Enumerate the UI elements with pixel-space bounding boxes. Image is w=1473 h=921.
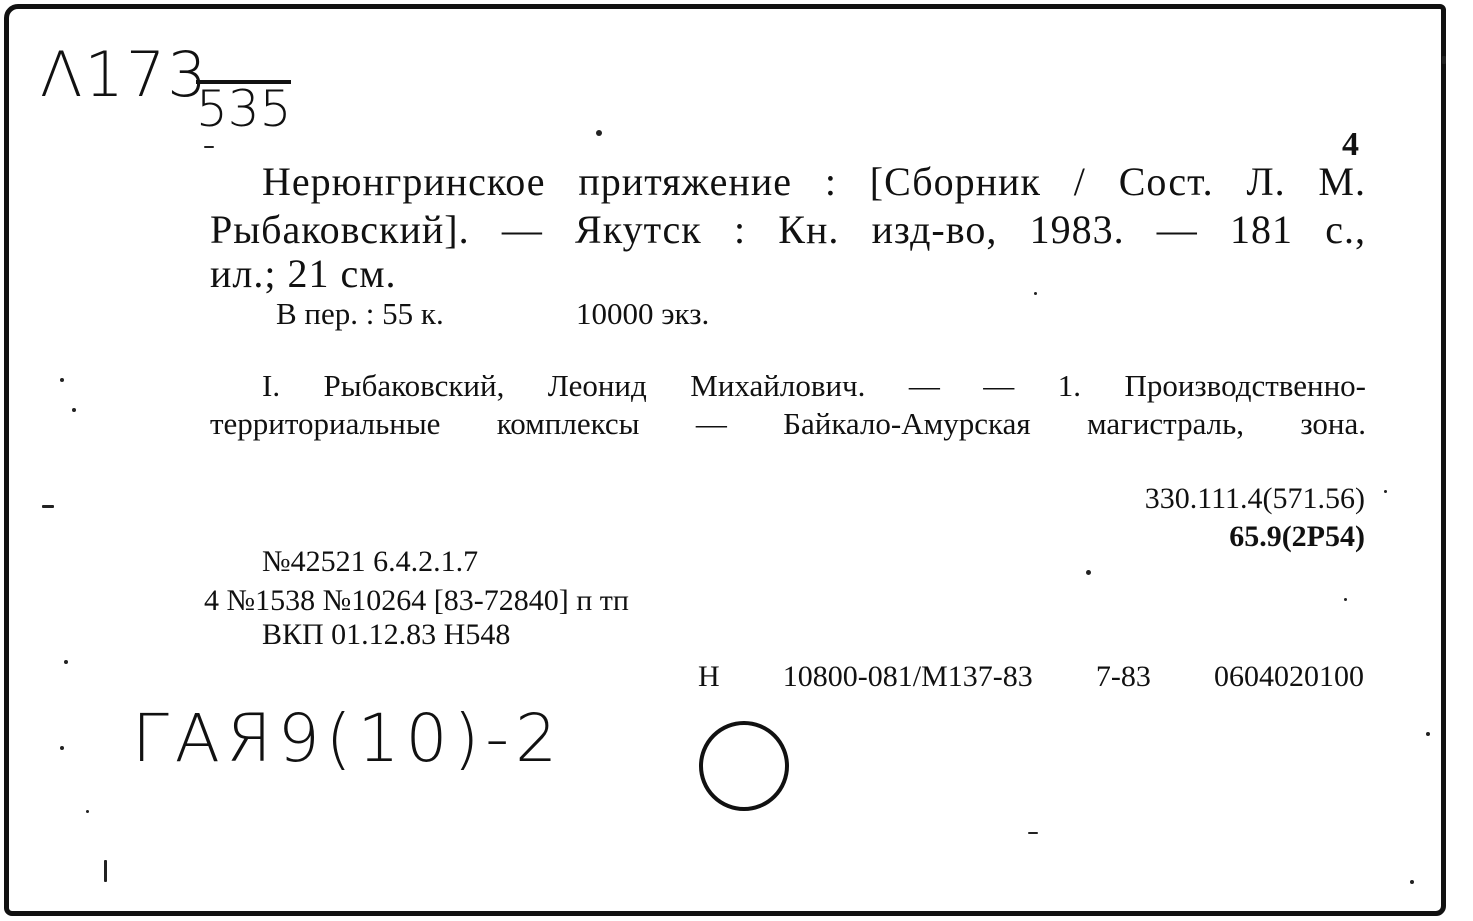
paper-speck <box>72 408 76 412</box>
paper-speck <box>596 130 602 136</box>
registry-line-3: ВКП 01.12.83 Н548 <box>262 618 511 651</box>
copies-line: 10000 экз. <box>576 296 710 331</box>
handwritten-shelf-mark: Λ173 <box>40 38 209 111</box>
handwritten-shelf-mark-sub: 535 <box>196 80 292 138</box>
paper-speck <box>104 860 107 882</box>
paper-speck <box>60 378 64 382</box>
corner-number: 4 <box>1342 126 1359 163</box>
paper-speck <box>1384 490 1387 493</box>
paper-speck <box>1442 56 1446 64</box>
paper-speck <box>86 810 89 813</box>
paper-speck <box>1086 570 1091 575</box>
subject-line-2: территориальные комплексы — Байкало-Амурская магистраль, зона. <box>210 406 1366 441</box>
registry-line-1: №42521 6.4.2.1.7 <box>262 545 479 578</box>
paper-speck <box>1410 880 1414 884</box>
punch-hole-icon <box>694 716 794 816</box>
title-line-3: ил.; 21 см. <box>210 251 397 296</box>
paper-speck <box>204 146 214 148</box>
handwritten-call-number: ГАЯ9(10)-2 <box>132 700 564 777</box>
price-line: В пер. : 55 к. <box>276 296 444 331</box>
paper-speck <box>42 505 54 508</box>
paper-speck <box>60 746 64 750</box>
paper-speck <box>1344 598 1347 601</box>
paper-speck <box>1028 832 1038 834</box>
paper-speck <box>64 660 68 664</box>
registry-line-2: 4 №1538 №10264 [83-72840] п тп <box>204 584 629 617</box>
paper-speck <box>1426 732 1430 736</box>
title-line-2: Рыбаковский]. — Якутск : Кн. изд-во, 1983. — 181 с., <box>210 207 1366 252</box>
publisher-code: Н 10800-081/М137-83 7-83 0604020100 <box>698 660 1364 693</box>
title-line-1: Нерюнгринское притяжение : [Сборник / Сост. Л. М. <box>262 159 1366 204</box>
paper-speck <box>1034 292 1037 295</box>
udc-index: 330.111.4(571.56) <box>1144 482 1365 515</box>
subject-line-1: I. Рыбаковский, Леонид Михайлович. — — 1. Производственно- <box>262 368 1366 403</box>
bbk-index: 65.9(2Р54) <box>1229 520 1365 553</box>
